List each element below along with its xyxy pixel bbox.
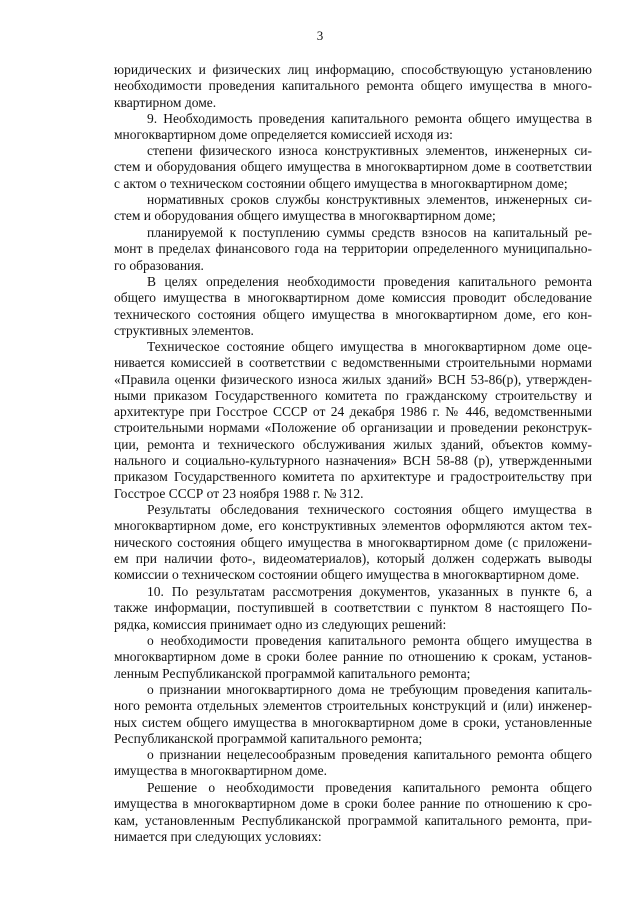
- text-line: с актом о техническом состоянии общего имущества в многоквартирном доме;: [114, 175, 568, 191]
- text-line: ем при наличии фото-, видеоматериалов), который должен содержать выводы: [114, 550, 592, 566]
- text-line: общего имущества в многоквартирном доме комиссия проводит обследование: [114, 290, 592, 306]
- text-line: Техническое состояние общего имущества в многоквартирном доме оце-: [147, 339, 592, 354]
- paragraph-inspection-results: [114, 502, 592, 583]
- text-line: многоквартирном доме определяется комиссией исходя из:: [114, 127, 453, 143]
- text-line: о признании многоквартирного дома не требующим проведения капиталь-: [147, 682, 592, 697]
- text-line: многоквартирном доме в сроки более ранние по отношению к срокам, установ-: [114, 649, 592, 665]
- text-line: необходимости проведения капитального ремонта общего имущества в много-: [114, 78, 592, 94]
- paragraph-decision-not-required: [114, 682, 592, 747]
- text-line: ных систем общего имущества в многоквартирном доме в сроки, установленные: [114, 714, 592, 730]
- text-line: нального и социально-культурного назначения» ВСН 58-88 (р), утвержденными: [114, 453, 592, 469]
- text-line: Республиканской программой капитального ремонта;: [114, 730, 423, 746]
- text-line: 9. Необходимость проведения капитального ремонта общего имущества в: [147, 111, 592, 126]
- text-line: строительными нормами «Положение об организации и проведении реконструк-: [114, 420, 592, 436]
- text-line: ленным Республиканской программой капитального ремонта;: [114, 665, 471, 681]
- text-line: стем и оборудования общего имущества в многоквартирном доме в соответствии: [114, 159, 592, 175]
- paragraph-criterion-funds: [114, 225, 592, 274]
- text-line: стем и оборудования общего имущества в многоквартирном доме;: [114, 208, 496, 224]
- text-line: имущества в многоквартирном доме в сроки более ранние по отношению к сро-: [114, 796, 592, 812]
- text-line: архитектуре при Госстрое СССР от 24 декабря 1986 г. № 446, ведомственными: [114, 404, 592, 420]
- text-line: о необходимости проведения капитального ремонта общего имущества в: [147, 633, 592, 648]
- paragraph-clause-10: [114, 584, 592, 633]
- text-line: планируемой к поступлению суммы средств взносов на капитальный ре-: [147, 225, 592, 240]
- paragraph-inspection: [114, 274, 592, 339]
- text-line: ного ремонта отдельных элементов строительных конструкций и (или) инженер-: [114, 698, 592, 714]
- text-line: ции, ремонта и технического обслуживания жилых зданий, объектов комму-: [114, 436, 592, 452]
- paragraph-clause-9: [114, 111, 592, 144]
- text-line: нимается при следующих условиях:: [114, 828, 322, 844]
- page-number: 3: [316, 28, 324, 43]
- text-line: о признании нецелесообразным проведения капитального ремонта общего: [147, 747, 592, 762]
- text-line: степени физического износа конструктивных элементов, инженерных си-: [147, 143, 592, 158]
- text-line: квартирном доме.: [114, 94, 217, 110]
- paragraph-criterion-wear: [114, 143, 592, 192]
- text-line: комиссии о техническом состоянии общего имущества в многоквартирном доме.: [114, 567, 580, 583]
- text-line: нического состояния общего имущества в многоквартирном доме (с приложени-: [114, 534, 592, 550]
- text-line: В целях определения необходимости проведения капитального ремонта: [147, 274, 592, 289]
- text-line: Результаты обследования технического состояния общего имущества в: [147, 502, 592, 517]
- text-line: «Правила оценки физического износа жилых зданий» ВСН 53-86(р), утвержден-: [114, 371, 592, 387]
- text-line: монт в пределах финансового года на территории определенного муниципально-: [114, 241, 592, 257]
- text-line: кам, установленным Республиканской программой капитального ремонта, при-: [114, 812, 592, 828]
- text-line: Госстрое СССР от 23 ноября 1988 г. № 312.: [114, 485, 364, 501]
- paragraph-decision-earlier-repair: [114, 633, 592, 682]
- text-line: го образования.: [114, 257, 204, 273]
- text-line: 10. По результатам рассмотрения документов, указанных в пункте 6, а: [147, 584, 592, 599]
- paragraph-decision-inexpedient: [114, 747, 592, 780]
- text-line: имущества в многоквартирном доме.: [114, 763, 328, 779]
- paragraph-criterion-service-life: [114, 192, 592, 225]
- text-line: рядка, комиссия принимает одно из следующих решений:: [114, 616, 447, 632]
- paragraph-continuation: [114, 62, 592, 111]
- text-line: приказом Государственного комитета по архитектуре и градостроительству при: [114, 469, 592, 485]
- text-line: технического состояния общего имущества в многоквартирном доме, его кон-: [114, 306, 592, 322]
- text-line: нивается комиссией в соответствии с ведомственными строительными нормами: [114, 355, 592, 371]
- paragraph-technical-condition: [114, 339, 592, 502]
- text-line: структивных элементов.: [114, 322, 254, 338]
- paragraph-decision-conditions: [114, 780, 592, 845]
- text-line: ными приказом Государственного комитета по гражданскому строительству и: [114, 387, 592, 403]
- text-line: также информации, поступившей в соответствии с пунктом 8 настоящего По-: [114, 600, 592, 616]
- text-line: нормативных сроков службы конструктивных элементов, инженерных си-: [147, 192, 592, 207]
- text-line: многоквартирном доме, его конструктивных элементов оформляются актом тех-: [114, 518, 592, 534]
- text-line: юридических и физических лиц информацию, способствующую установлению: [114, 62, 592, 77]
- text-line: Решение о необходимости проведения капитального ремонта общего: [147, 780, 592, 795]
